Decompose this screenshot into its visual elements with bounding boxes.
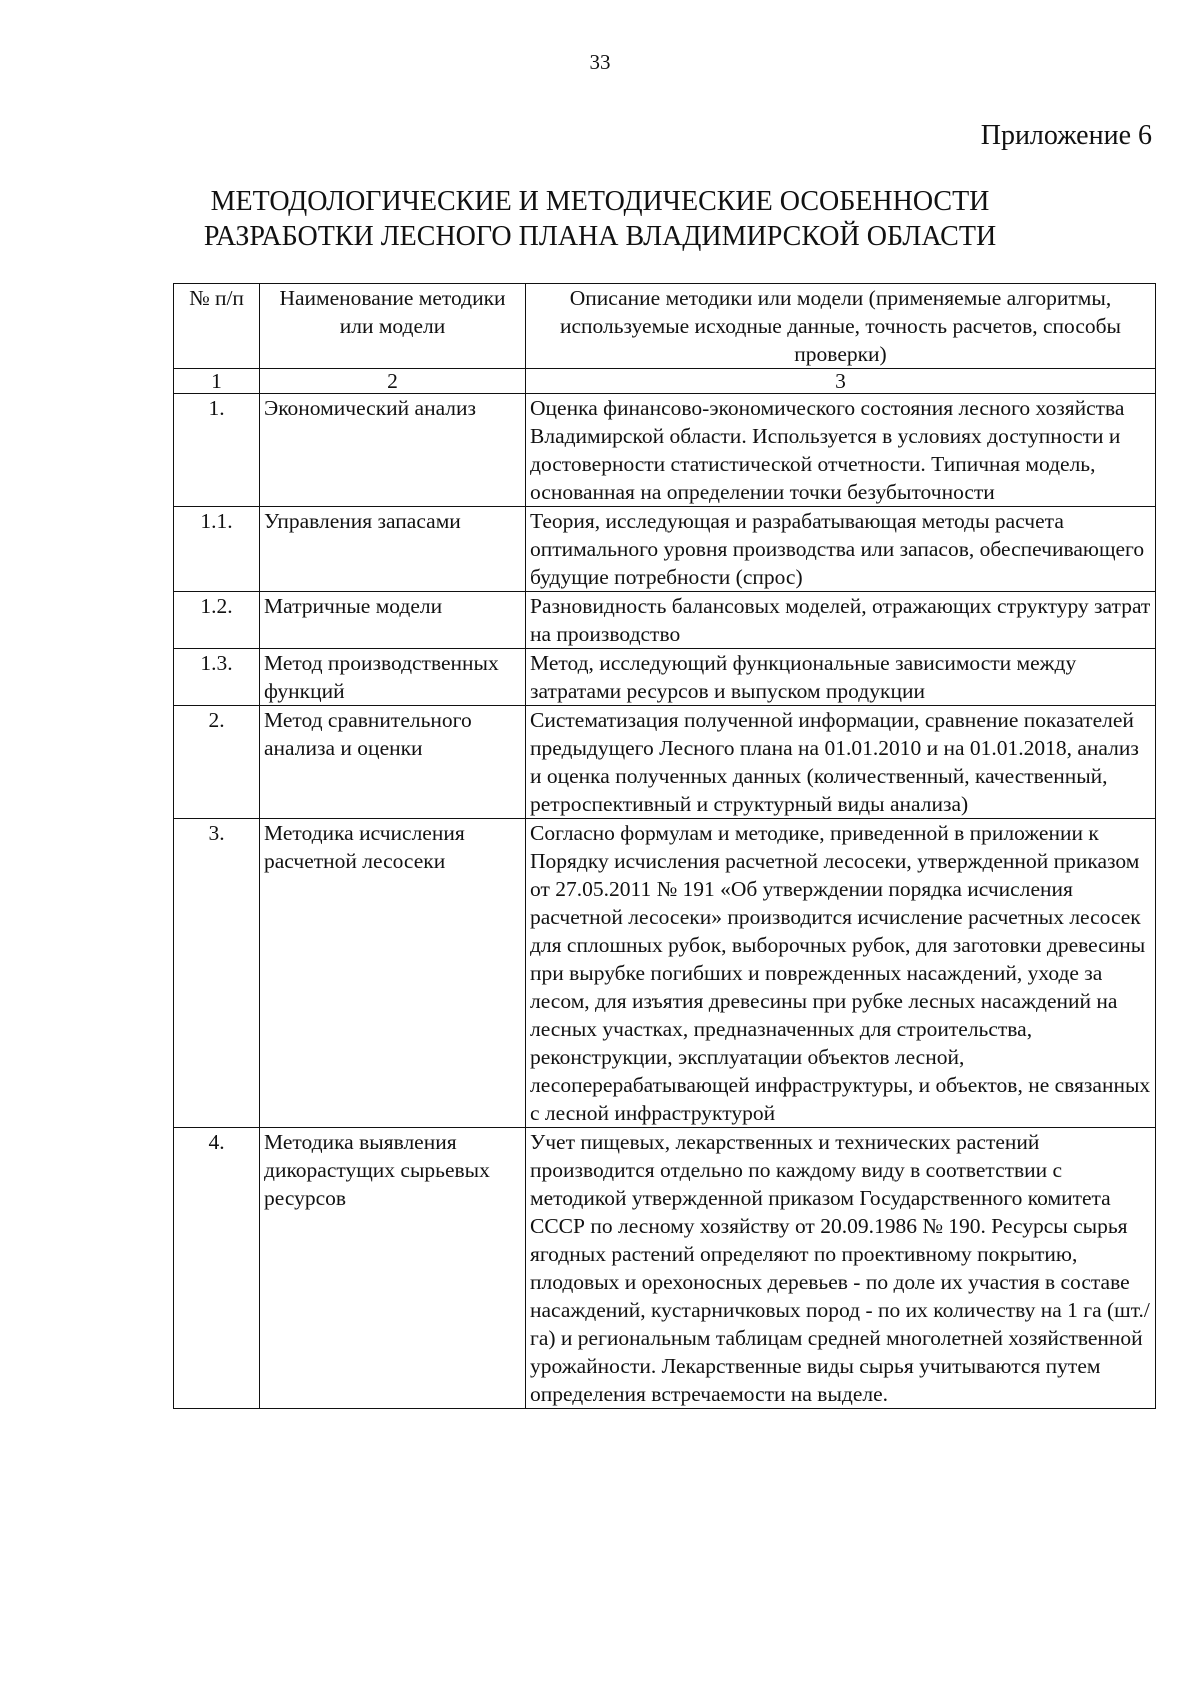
row-number: 2. <box>174 706 260 819</box>
title-line-1: МЕТОДОЛОГИЧЕСКИЕ И МЕТОДИЧЕСКИЕ ОСОБЕННОСТИ <box>210 186 990 217</box>
appendix-label: Приложение 6 <box>980 120 1152 151</box>
column-number: 1 <box>174 369 260 394</box>
table-row <box>174 507 1156 592</box>
page-number: 33 <box>589 50 611 74</box>
column-number: 3 <box>526 369 1156 394</box>
header-name: Наименование методики или модели <box>260 284 526 369</box>
method-name: Метод производственных функций <box>260 649 526 706</box>
method-description: Учет пищевых, лекарственных и технических растений производится отдельно по каждому виду в соответствии с методикой утвержденной приказом Государственного комитета СССР по лесному хозяйству от 20.09.1986 № 190. Ресурсы сырья ягодных растений определяют по проективному покрытию, плодовых и орехоносных деревьев - по доле их участия в составе насаждений, кустарничковых пород - по их количеству на 1 га (шт./га) и региональным таблицам средней многолетней хозяйственной урожайности. Лекарственные виды сырья учитываются путем определения встречаемости на выделе. <box>526 1128 1156 1409</box>
table-row <box>174 394 1156 507</box>
title-line-2: РАЗРАБОТКИ ЛЕСНОГО ПЛАНА ВЛАДИМИРСКОЙ ОБЛАСТИ <box>203 221 997 252</box>
method-description: Систематизация полученной информации, сравнение показателей предыдущего Лесного плана на 01.01.2010 и на 01.01.2018, анализ и оценка полученных данных (количественный, качественный, ретроспективный и структурный виды анализа) <box>526 706 1156 819</box>
table-row <box>174 819 1156 1128</box>
method-description: Разновидность балансовых моделей, отражающих структуру затрат на производство <box>526 592 1156 649</box>
row-number: 4. <box>174 1128 260 1409</box>
method-description: Метод, исследующий функциональные зависимости между затратами ресурсов и выпуском продукции <box>526 649 1156 706</box>
row-number: 1.3. <box>174 649 260 706</box>
table-header-row <box>174 284 1156 369</box>
header-description: Описание методики или модели (применяемые алгоритмы, используемые исходные данные, точность расчетов, способы проверки) <box>526 284 1156 369</box>
column-number: 2 <box>260 369 526 394</box>
method-description: Оценка финансово-экономического состояния лесного хозяйства Владимирской области. Используется в условиях доступности и достоверности статистической отчетности. Типичная модель, основанная на определении точки безубыточности <box>526 394 1156 507</box>
header-number: № п/п <box>174 284 260 369</box>
table-row <box>174 1128 1156 1409</box>
method-name: Управления запасами <box>260 507 526 592</box>
row-number: 1.1. <box>174 507 260 592</box>
methods-table <box>173 283 1156 1409</box>
column-numbers-row <box>174 369 1156 394</box>
row-number: 3. <box>174 819 260 1128</box>
row-number: 1.2. <box>174 592 260 649</box>
method-description: Согласно формулам и методике, приведенной в приложении к Порядку исчисления расчетной лесосеки, утвержденной приказом от 27.05.2011 № 191 «Об утверждении порядка исчисления расчетной лесосеки» производится исчисление расчетных лесосек для сплошных рубок, выборочных рубок, для заготовки древесины при вырубке погибших и поврежденных насаждений, уходе за лесом, для изъятия древесины при рубке лесных насаждений на лесных участках, предназначенных для строительства, реконструкции, эксплуатации объектов лесной, лесоперерабатывающей инфраструктуры, и объектов, не связанных с лесной инфраструктурой <box>526 819 1156 1128</box>
method-name: Экономический анализ <box>260 394 526 507</box>
document-title <box>0 184 1200 254</box>
method-name: Методика выявления дикорастущих сырьевых ресурсов <box>260 1128 526 1409</box>
table-row <box>174 706 1156 819</box>
row-number: 1. <box>174 394 260 507</box>
method-name: Методика исчисления расчетной лесосеки <box>260 819 526 1128</box>
method-name: Матричные модели <box>260 592 526 649</box>
method-description: Теория, исследующая и разрабатывающая методы расчета оптимального уровня производства или запасов, обеспечивающего будущие потребности (спрос) <box>526 507 1156 592</box>
table-row <box>174 649 1156 706</box>
method-name: Метод сравнительного анализа и оценки <box>260 706 526 819</box>
table-row <box>174 592 1156 649</box>
